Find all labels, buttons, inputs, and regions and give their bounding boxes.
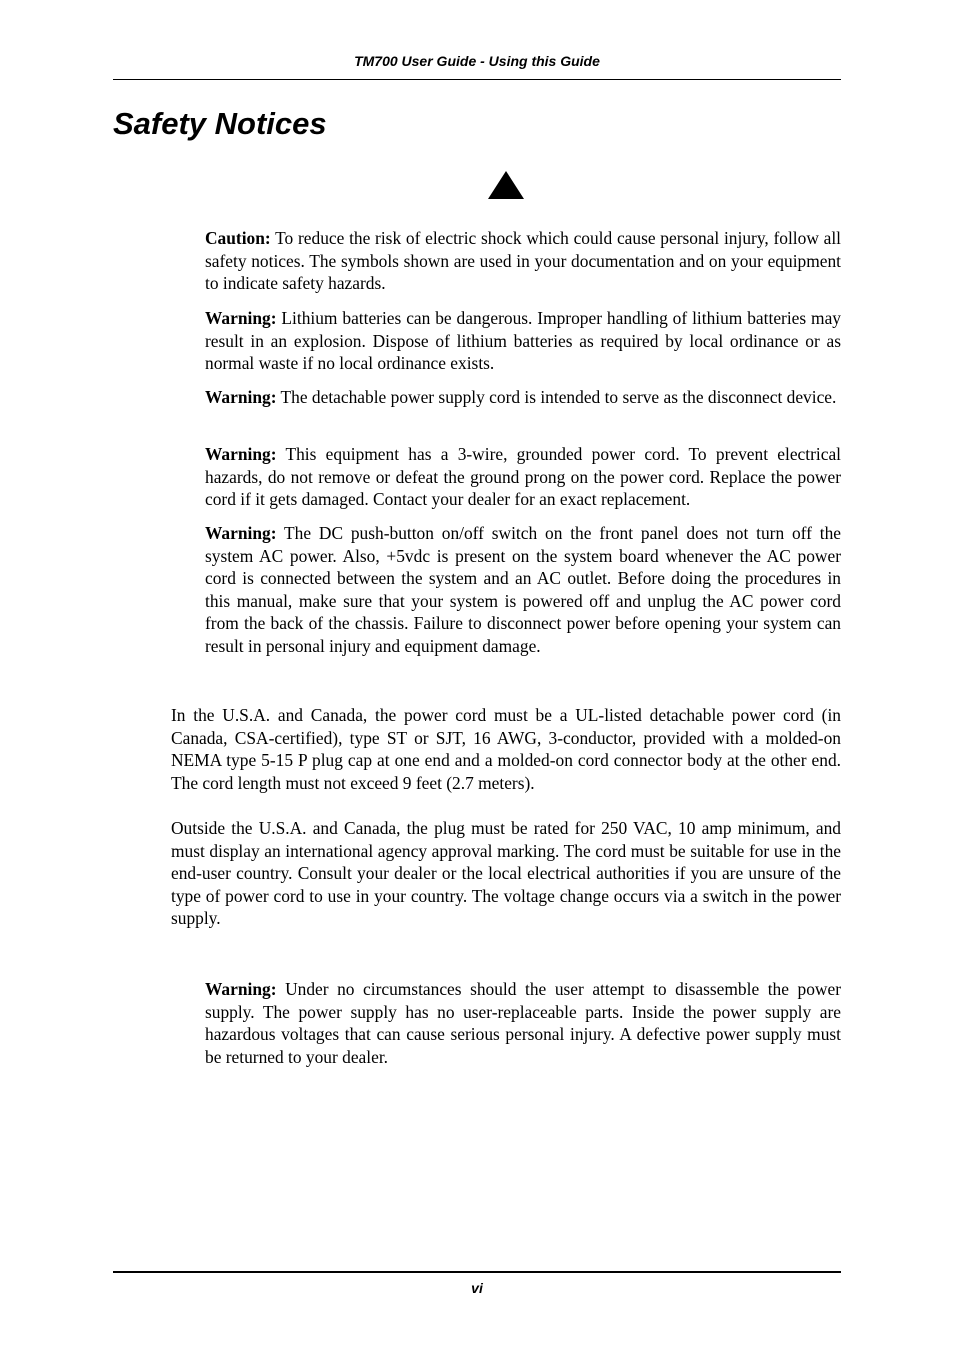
notice-text: The detachable power supply cord is intended to serve as the disconnect device. — [276, 387, 837, 407]
body-paragraph-usa-canada: In the U.S.A. and Canada, the power cord must be a UL-listed detachable power cord (in Canada, CSA-certified), type ST or SJT, 16 AWG, 3-conductor, provided with a molded-on NEMA type 5-15 P plug cap at one end and a molded-on cord connector body at the other end. The cord length must not exceed 9 feet (2.7 meters). — [171, 705, 841, 793]
notice-text: Lithium batteries can be dangerous. Improper handling of lithium batteries may result in an explosion. Dispose of lithium batteries as required by local ordinance or as normal waste if no local ordinance exists. — [205, 308, 841, 374]
running-header: TM700 User Guide - Using this Guide — [354, 53, 600, 69]
notice-label: Warning: — [205, 523, 277, 543]
body-paragraph-outside: Outside the U.S.A. and Canada, the plug must be rated for 250 VAC, 10 amp minimum, and must display an international agency approval marking. The cord must be suitable for use in the end-user country. Consult your dealer or the local electrical authorities if you are unsure of the type of power cord to use in your country. The voltage change occurs via a switch in the power supply. — [171, 818, 841, 929]
notice-text: The DC push-button on/off switch on the front panel does not turn off the system AC power. Also, +5vdc is present on the system board whenever the AC power cord is connected between the system and an AC outlet. Before doing the procedures in this manual, make sure that your system is powered off and unplug the AC power cord from the back of the chassis. Failure to disconnect power before opening your system can result in personal injury and equipment damage. — [205, 523, 841, 656]
footer-rule — [113, 1271, 841, 1273]
warning-notice-power-supply — [205, 978, 841, 1068]
page-title: Safety Notices — [113, 106, 327, 141]
header-rule — [113, 79, 841, 80]
notice-text: This equipment has a 3-wire, grounded power cord. To prevent electrical hazards, do not remove or defeat the ground prong on the power cord. Replace the power cord if it gets damaged. Contact your dealer for an exact replacement. — [205, 444, 841, 510]
warning-notice-disconnect — [205, 386, 841, 409]
caution-notice — [205, 227, 841, 295]
notice-label: Warning: — [205, 444, 277, 464]
notice-label: Warning: — [205, 979, 277, 999]
warning-triangle-icon — [488, 171, 524, 199]
page-number: vi — [471, 1280, 483, 1296]
notice-label: Caution: — [205, 228, 271, 248]
warning-notice-ground — [205, 443, 841, 511]
notice-label: Warning: — [205, 308, 277, 328]
notice-text: To reduce the risk of electric shock which could cause personal injury, follow all safety notices. The symbols shown are used in your documentation and on your equipment to indicate safety hazards. — [205, 228, 841, 294]
warning-notice-lithium — [205, 307, 841, 375]
notice-label: Warning: — [205, 387, 277, 407]
warning-notice-power-switch — [205, 522, 841, 658]
notice-text: Under no circumstances should the user attempt to disassemble the power supply. The power supply has no user-replaceable parts. Inside the power supply are hazardous voltages that can cause serious personal injury. A defective power supply must be returned to your dealer. — [205, 979, 841, 1067]
